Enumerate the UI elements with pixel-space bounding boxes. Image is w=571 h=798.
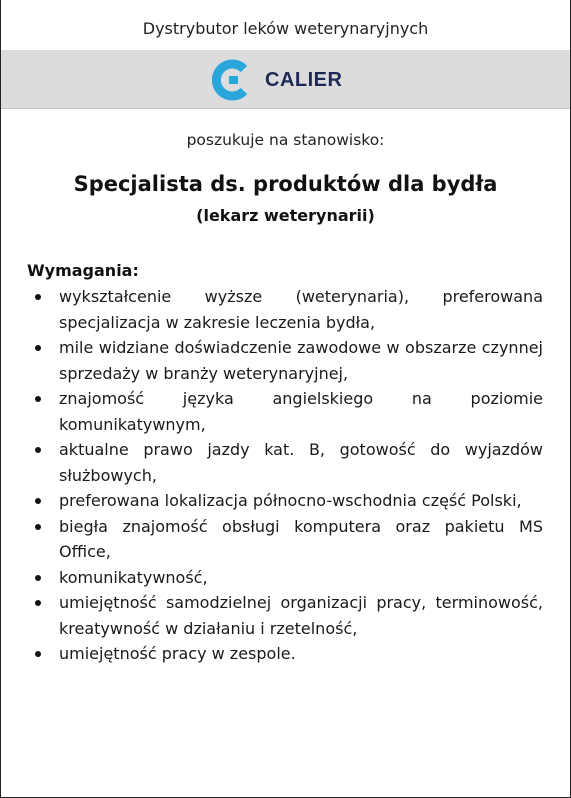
company-tagline: Dystrybutor leków weterynaryjnych xyxy=(142,19,429,38)
requirement-item: biegła znajomość obsługi komputera oraz pakietu MS Office, xyxy=(59,514,543,565)
requirements-list xyxy=(31,284,543,667)
company-name: CALIER xyxy=(265,68,343,91)
requirement-item: aktualne prawo jazdy kat. B, gotowość do wyjazdów służbowych, xyxy=(59,437,543,488)
position-title: Specjalista ds. produktów dla bydła xyxy=(73,172,498,196)
company-logo xyxy=(209,58,342,102)
requirement-item: mile widziane doświadczenie zawodowe w obszarze czynnej sprzedaży w branży weterynaryjnej, xyxy=(59,335,543,386)
calier-c-logo-icon xyxy=(209,58,253,102)
requirement-item: preferowana lokalizacja północno-wschodnia część Polski, xyxy=(59,488,543,514)
position-subtitle: (lekarz weterynarii) xyxy=(196,206,375,225)
requirement-item: wykształcenie wyższe (weterynaria), preferowana specjalizacja w zakresie leczenia bydła, xyxy=(59,284,543,335)
intro-text: poszukuje na stanowisko: xyxy=(186,131,385,149)
requirement-item: znajomość języka angielskiego na poziomie komunikatywnym, xyxy=(59,386,543,437)
requirement-item: umiejętność pracy w zespole. xyxy=(59,641,543,667)
logo-band xyxy=(1,50,570,109)
requirements-heading: Wymagania: xyxy=(27,261,139,280)
requirement-item: umiejętność samodzielnej organizacji pracy, terminowość, kreatywność w działaniu i rzetelność, xyxy=(59,590,543,641)
requirement-item: komunikatywność, xyxy=(59,565,543,591)
